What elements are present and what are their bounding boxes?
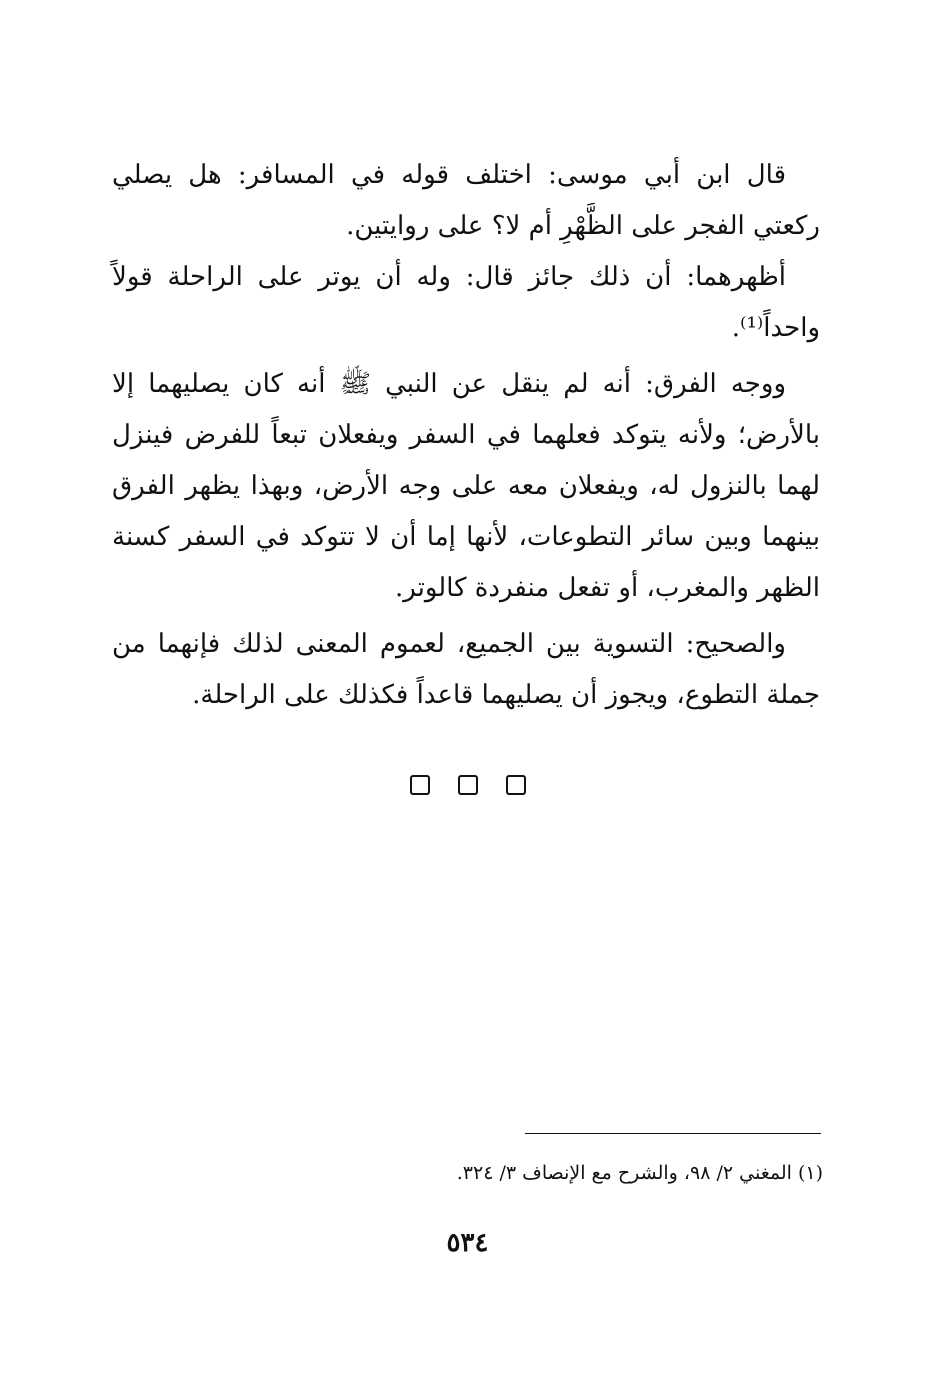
footnote: (١) المغني ٢/ ٩٨، والشرح مع الإنصاف ٣/ ٣٢٤.	[456, 1162, 823, 1184]
paragraph-ibn-abi-musa: قال ابن أبي موسى: اختلف قوله في المسافر: هل يصلي ركعتي الفجر على الظَّهْرِ أم لا؟ على روايتين.	[112, 160, 820, 241]
ornament-square-icon	[506, 775, 526, 795]
section-divider-ornament	[0, 775, 935, 795]
page-number: ٥٣٤	[446, 1228, 489, 1258]
paragraph-al-sahih: والصحيح: التسوية بين الجميع، لعموم المعنى لذلك فإنهما من جملة التطوع، ويجوز أن يصليهما قاعداً فكذلك على الراحلة.	[112, 629, 820, 710]
footnote-separator	[525, 1133, 821, 1134]
ornament-square-icon	[410, 775, 430, 795]
ornament-square-icon	[458, 775, 478, 795]
main-text	[112, 150, 820, 721]
paragraph-wajh-al-farq: ووجه الفرق: أنه لم ينقل عن النبي ﷺ أنه كان يصليهما إلا بالأرض؛ ولأنه يتوكد فعلهما في السفر ويفعلان تبعاً للفرض فينزل لهما بالنزول له، ويفعلان معه على وجه الأرض، وبهذا يظهر الفرق بينهما وبين سائر التطوعات، لأنها إما أن لا تتوكد في السفر كسنة الظهر والمغرب، أو تفعل منفردة كالوتر.	[112, 369, 820, 603]
paragraph-azharuhuma: أظهرهما: أن ذلك جائز قال: وله أن يوتر على الراحلة قولاً واحداً⁽¹⁾.	[112, 262, 820, 343]
